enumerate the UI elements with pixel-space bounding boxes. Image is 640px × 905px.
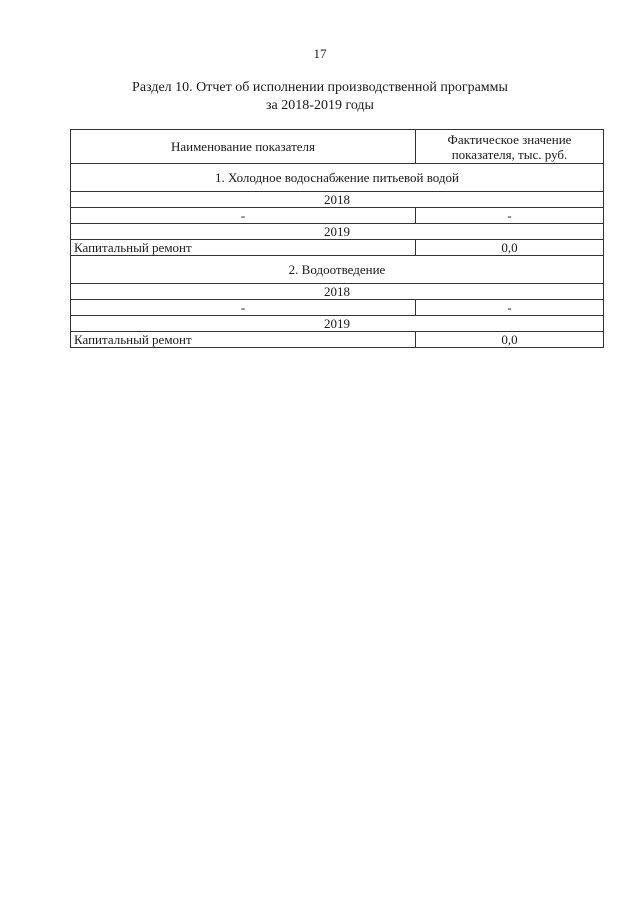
table-row	[71, 332, 604, 348]
row-name-cell: -	[71, 300, 416, 316]
row-value-cell: -	[416, 300, 604, 316]
year-cell: 2019	[71, 316, 604, 332]
table-row	[71, 208, 604, 224]
row-value-cell: 0,0	[416, 240, 604, 256]
header-name-cell: Наименование показателя	[71, 130, 416, 164]
row-name-cell: Капитальный ремонт	[71, 240, 416, 256]
production-program-report-table	[70, 129, 604, 348]
row-value-cell: -	[416, 208, 604, 224]
section-title-line-2: за 2018-2019 годы	[266, 98, 374, 113]
table-header-row	[71, 130, 604, 164]
section-title	[0, 79, 640, 115]
page-number: 17	[313, 46, 327, 61]
year-cell: 2018	[71, 192, 604, 208]
row-name-cell: -	[71, 208, 416, 224]
table-row	[71, 240, 604, 256]
row-name-cell: Капитальный ремонт	[71, 332, 416, 348]
section-title-cell: 1. Холодное водоснабжение питьевой водой	[71, 164, 604, 192]
year-cell: 2019	[71, 224, 604, 240]
section-title-line-1: Раздел 10. Отчет об исполнении производственной программы	[132, 80, 508, 95]
section-title-cell: 2. Водоотведение	[71, 256, 604, 284]
year-row	[71, 224, 604, 240]
section-row-cold-water	[71, 164, 604, 192]
row-value-cell: 0,0	[416, 332, 604, 348]
table-row	[71, 300, 604, 316]
year-row	[71, 316, 604, 332]
year-cell: 2018	[71, 284, 604, 300]
year-row	[71, 192, 604, 208]
section-row-wastewater	[71, 256, 604, 284]
header-value-cell: Фактическое значение показателя, тыс. руб.	[416, 130, 604, 164]
year-row	[71, 284, 604, 300]
